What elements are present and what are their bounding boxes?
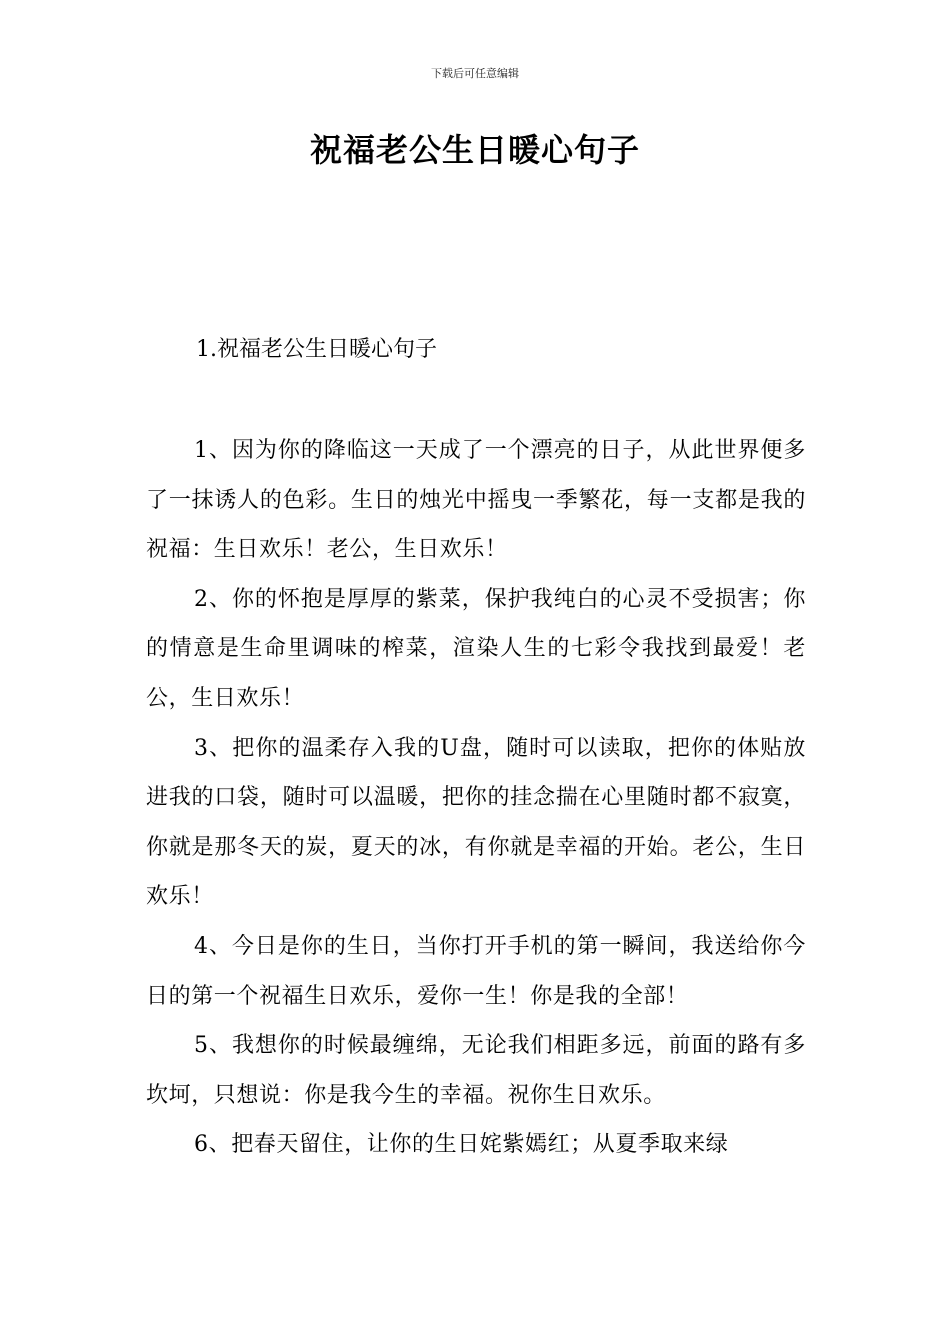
paragraph-4: 4、今日是你的生日，当你打开手机的第一瞬间，我送给你今日的第一个祝福生日欢乐，爱你一生！你是我的全部！: [146, 933, 806, 1009]
paragraph-3: 3、把你的温柔存入我的U盘，随时可以读取，把你的体贴放进我的口袋，随时可以温暖，把你的挂念揣在心里随时都不寂寞，你就是那冬天的炭，夏天的冰，有你就是幸福的开始。老公，生日欢乐！: [146, 735, 806, 910]
section-heading: 1.祝福老公生日暖心句子: [196, 337, 437, 362]
paragraph-1: 1、因为你的降临这一天成了一个漂亮的日子，从此世界便多了一抹诱人的色彩。生日的烛光中摇曳一季繁花，每一支都是我的祝福：生日欢乐！老公，生日欢乐！: [146, 438, 806, 563]
paragraph-2: 2、你的怀抱是厚厚的紫菜，保护我纯白的心灵不受损害；你的情意是生命里调味的榨菜，渲染人生的七彩令我找到最爱！老公，生日欢乐！: [146, 586, 806, 711]
header-note: 下载后可任意编辑: [431, 67, 519, 80]
document-title: 祝福老公生日暖心句子: [309, 131, 640, 169]
paragraph-6: 6、把春天留住，让你的生日姹紫嫣红；从夏季取来绿: [194, 1132, 729, 1158]
paragraph-5: 5、我想你的时候最缠绵，无论我们相距多远，前面的路有多坎坷，只想说：你是我今生的幸福。祝你生日欢乐。: [146, 1033, 806, 1108]
body-text: [146, 426, 806, 1170]
